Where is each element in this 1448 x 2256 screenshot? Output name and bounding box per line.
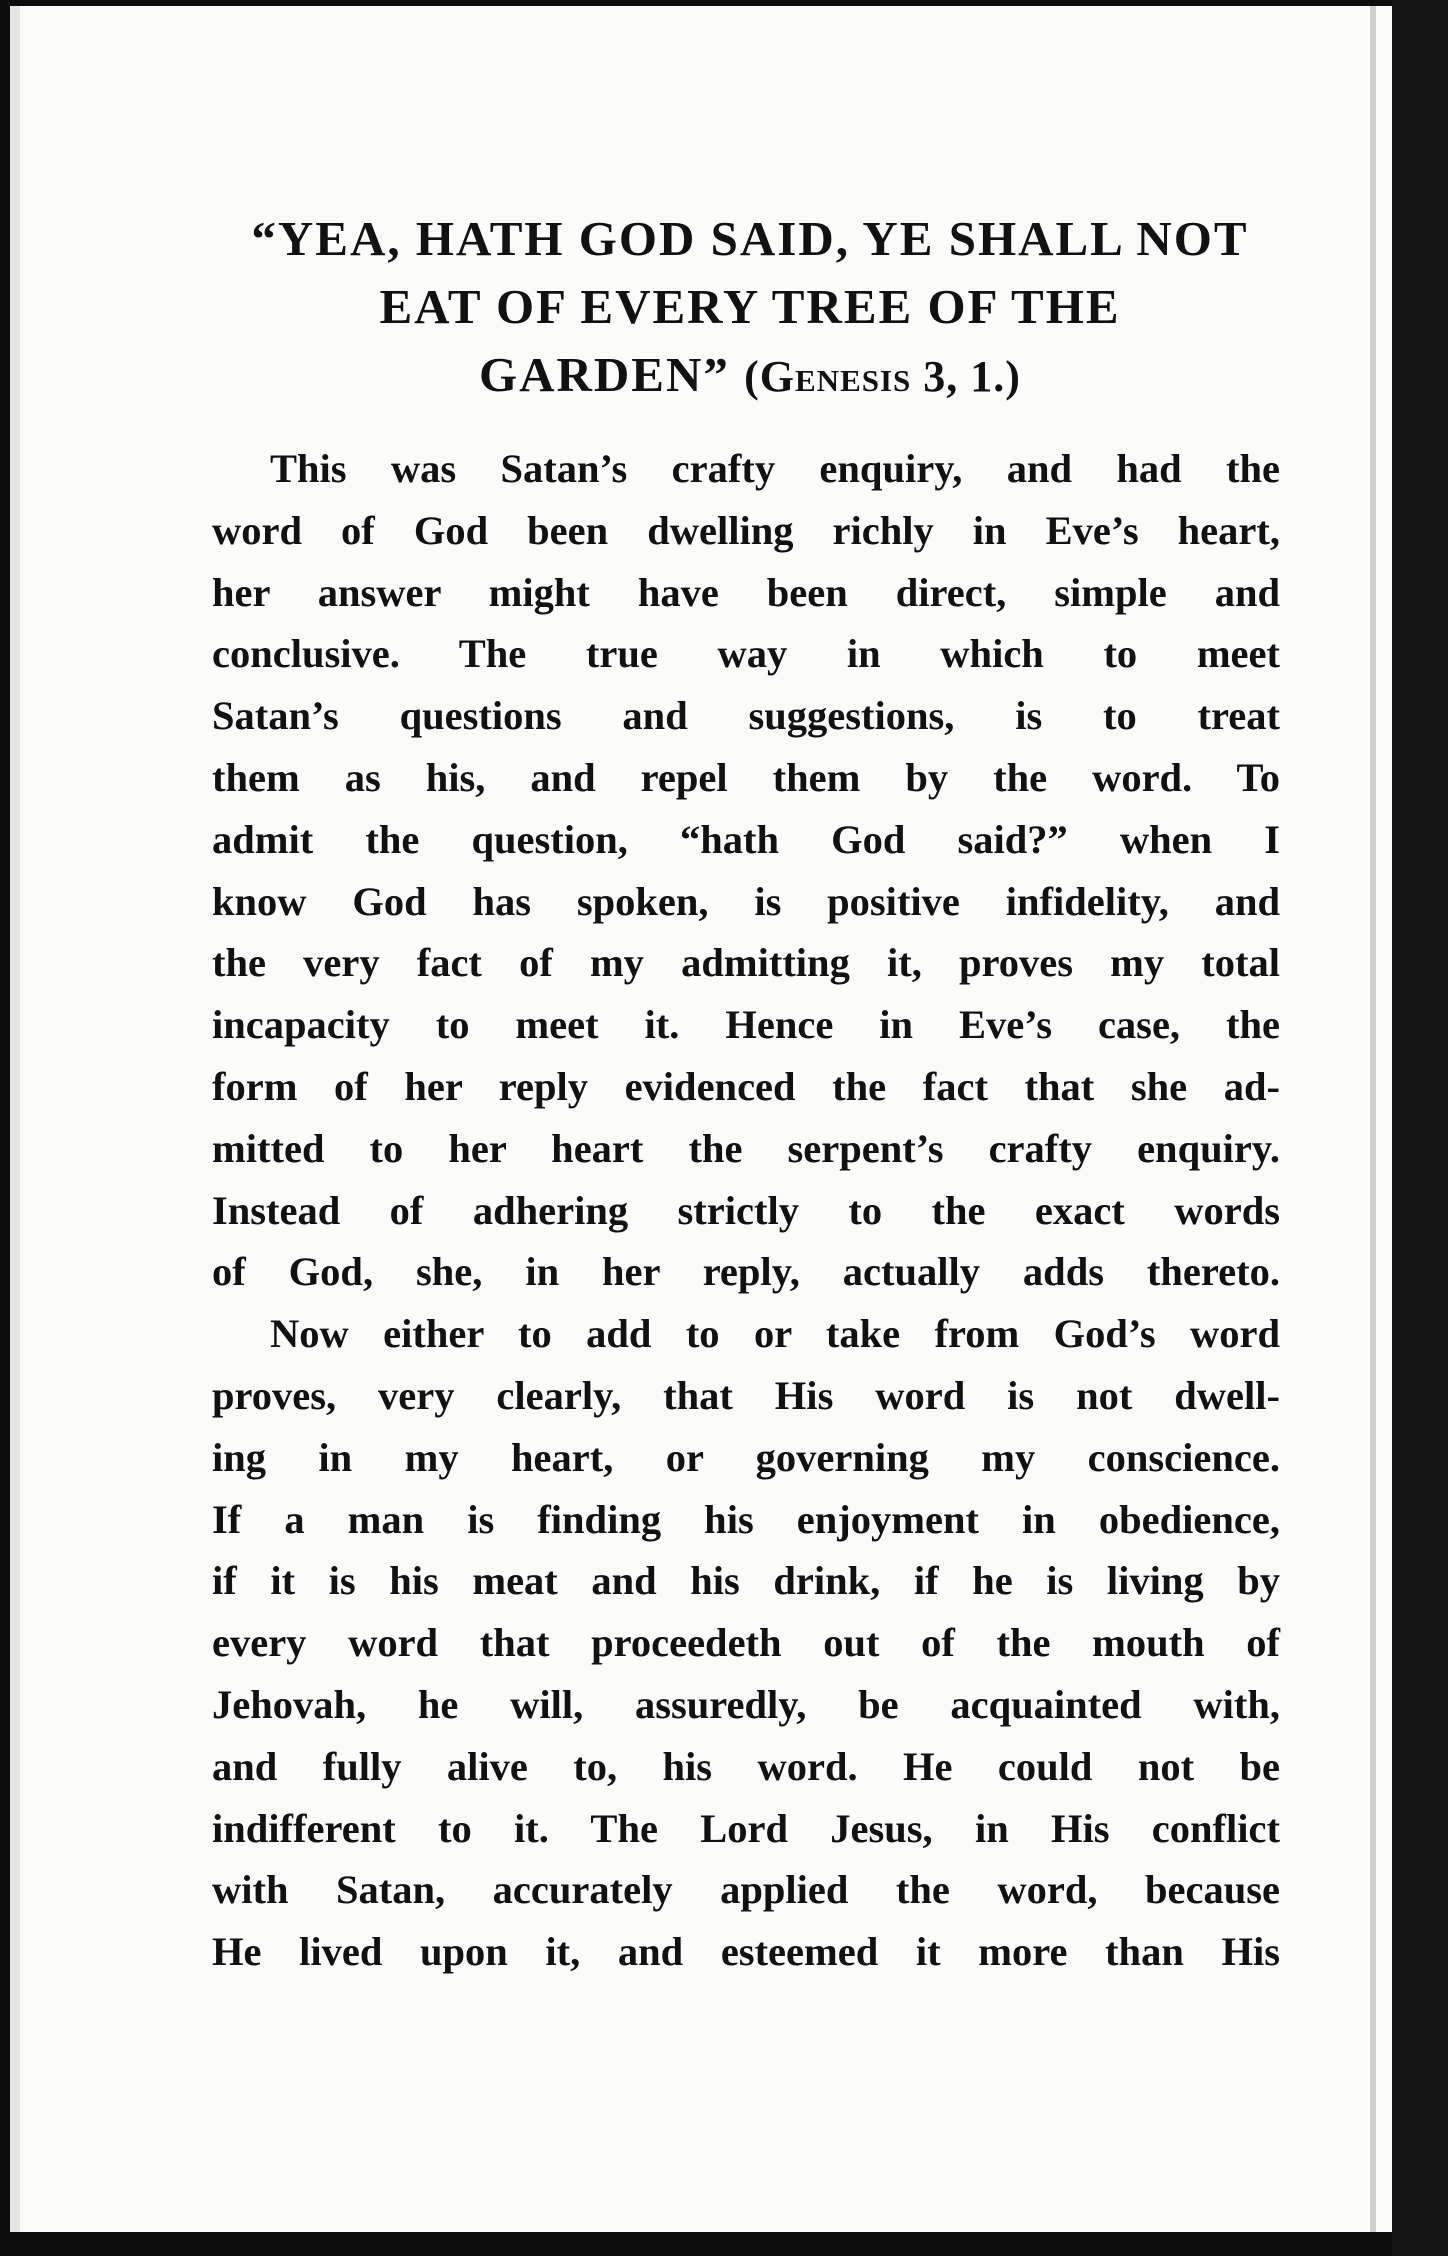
text-line: form of her reply evidenced the fact that she ad- (212, 1063, 1280, 1109)
text-line: mitted to her heart the serpent’s crafty enquiry. (212, 1125, 1280, 1171)
text-line: of God, she, in her reply, actually adds thereto. (212, 1249, 1280, 1295)
text-line: indifferent to it. The Lord Jesus, in His conflict (212, 1805, 1280, 1851)
text-line: her answer might have been direct, simple and (212, 569, 1280, 615)
text-line: every word that proceedeth out of the mouth of (212, 1620, 1280, 1666)
text-line: incapacity to meet it. Hence in Eve’s case, the (212, 1002, 1280, 1048)
page-left-edge (10, 6, 20, 2232)
text-line: the very fact of my admitting it, proves my total (212, 940, 1280, 986)
text-line: proves, very clearly, that His word is not dwell- (212, 1372, 1280, 1418)
heading-line-3 (190, 341, 1310, 411)
body-text (212, 438, 1280, 1983)
text-line: conclusive. The true way in which to meet (212, 631, 1280, 677)
heading-garden: GARDEN” (479, 347, 730, 402)
text-line: know God has spoken, is positive infidelity, and (212, 878, 1280, 924)
text-line: Satan’s questions and suggestions, is to treat (212, 693, 1280, 739)
text-line: This was Satan’s crafty enquiry, and had the (270, 446, 1280, 491)
chapter-heading (190, 205, 1310, 411)
text-line: He lived upon it, and esteemed it more than His (212, 1929, 1280, 1975)
text-line: If a man is finding his enjoyment in obedience, (212, 1496, 1280, 1542)
heading-line-1: “YEA, HATH GOD SAID, YE SHALL NOT (251, 211, 1249, 266)
text-line: Jehovah, he will, assuredly, be acquainted with, (212, 1681, 1280, 1727)
text-line: word of God been dwelling richly in Eve’s heart, (212, 507, 1280, 553)
text-line: if it is his meat and his drink, if he is living by (212, 1558, 1280, 1604)
text-line: them as his, and repel them by the word. To (212, 754, 1280, 800)
text-line: ing in my heart, or governing my conscience. (212, 1434, 1280, 1480)
text-line: with Satan, accurately applied the word, because (212, 1867, 1280, 1913)
page-right-edge (1370, 6, 1376, 2232)
heading-line-2: EAT OF EVERY TREE OF THE (379, 279, 1121, 334)
scan-border (1392, 0, 1448, 2256)
text-line: Instead of adhering strictly to the exact words (212, 1187, 1280, 1233)
scripture-reference: (Genesis 3, 1.) (744, 352, 1021, 401)
text-line: and fully alive to, his word. He could not be (212, 1743, 1280, 1789)
text-line: Now either to add to or take from God’s word (270, 1311, 1280, 1357)
text-line: admit the question, “hath God said?” when I (212, 816, 1280, 862)
